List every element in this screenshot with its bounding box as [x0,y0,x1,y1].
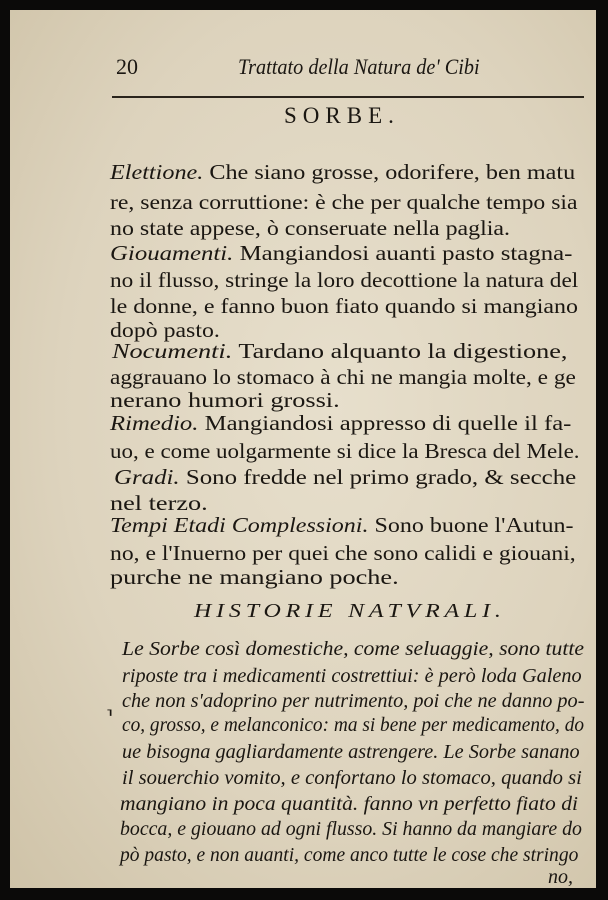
book-page [10,10,596,888]
text-line [110,216,510,241]
running-title: Trattato della Natura de' Cibi [238,54,480,79]
text-line [114,465,576,490]
entry-label: Gradi. [114,465,180,489]
history-title: HISTORIE NATVRALI. [194,600,506,622]
history-line: mangiano in poca quantità. fanno vn perfetto fiato di [120,793,578,815]
text-line [110,541,576,566]
text-line [110,294,578,319]
entry-text: purche ne mangiano poche. [110,565,399,589]
history-line: bocca, e giouano ad ogni flusso. Si hanno da mangiare do [120,818,582,840]
entry-text: Che siano grosse, odorifere, ben matu [203,160,576,184]
history-line: ue bisogna gagliardamente astrengere. Le Sorbe sanano [122,741,580,763]
entry-text: Mangiandosi appresso di quelle il fa- [198,411,572,435]
entry-text: aggrauano lo stomaco à chi ne mangia molte, e ge [110,365,576,389]
entry-label: Rimedio. [110,411,199,435]
entry-text: no il flusso, stringe la loro decottione la natura del [110,268,579,292]
history-line: che non s'adoprino per nutrimento, poi che ne danno po- [122,690,585,712]
text-line [110,268,578,293]
entry-text: nerano humori grossi. [110,388,340,412]
text-line [110,565,399,590]
text-line [110,160,575,185]
entry-text: uo, e come uolgarmente si dice la Bresca del Mele. [110,439,580,463]
text-line [112,339,567,364]
entry-text: dopò pasto. [110,318,220,342]
history-line: riposte tra i medicamenti costrettiui: è però loda Galeno [122,665,582,687]
entry-text: re, senza corruttione: è che per qualche tempo sia [110,190,578,214]
text-line [110,411,571,436]
text-line [110,190,578,215]
section-title: SORBE. [284,103,400,128]
catchword: no, [548,866,573,888]
history-line: Le Sorbe così domestiche, come seluaggie, sono tutte [122,638,585,660]
entry-text: Sono fredde nel primo grado, & secche [179,465,577,489]
entry-text: nel terzo. [110,491,208,515]
history-line: co, grosso, e melanconico: ma si bene per medicamento, do [122,714,585,736]
text-line [110,241,572,266]
entry-label: Tempi Etadi Complessioni. [110,513,369,537]
entry-text: Tardano alquanto la digestione, [232,339,568,363]
entry-text: no, e l'Inuerno per quei che sono calidi e giouani, [110,541,576,565]
entry-label: Giouamenti. [110,241,234,265]
text-line [110,388,340,413]
page-number: 20 [116,54,138,79]
entry-label: Elettione. [110,160,204,184]
entry-text: le donne, e fanno buon fiato quando si mangiano [110,294,578,318]
margin-mark: ⸣ [106,707,114,727]
entry-label: Nocumenti. [112,339,233,363]
history-line: pò pasto, e non auanti, come anco tutte le cose che stringo [120,844,579,866]
history-line: il souerchio vomito, e confortano lo stomaco, quando si [122,767,582,789]
text-line [110,365,576,390]
entry-text: no state appese, ò conseruate nella paglia. [110,216,511,240]
text-line [110,439,580,464]
header-rule [112,96,584,98]
text-line [110,513,573,538]
entry-text: Sono buone l'Autun- [368,513,574,537]
entry-text: Mangiandosi auanti pasto stagna- [233,241,573,265]
